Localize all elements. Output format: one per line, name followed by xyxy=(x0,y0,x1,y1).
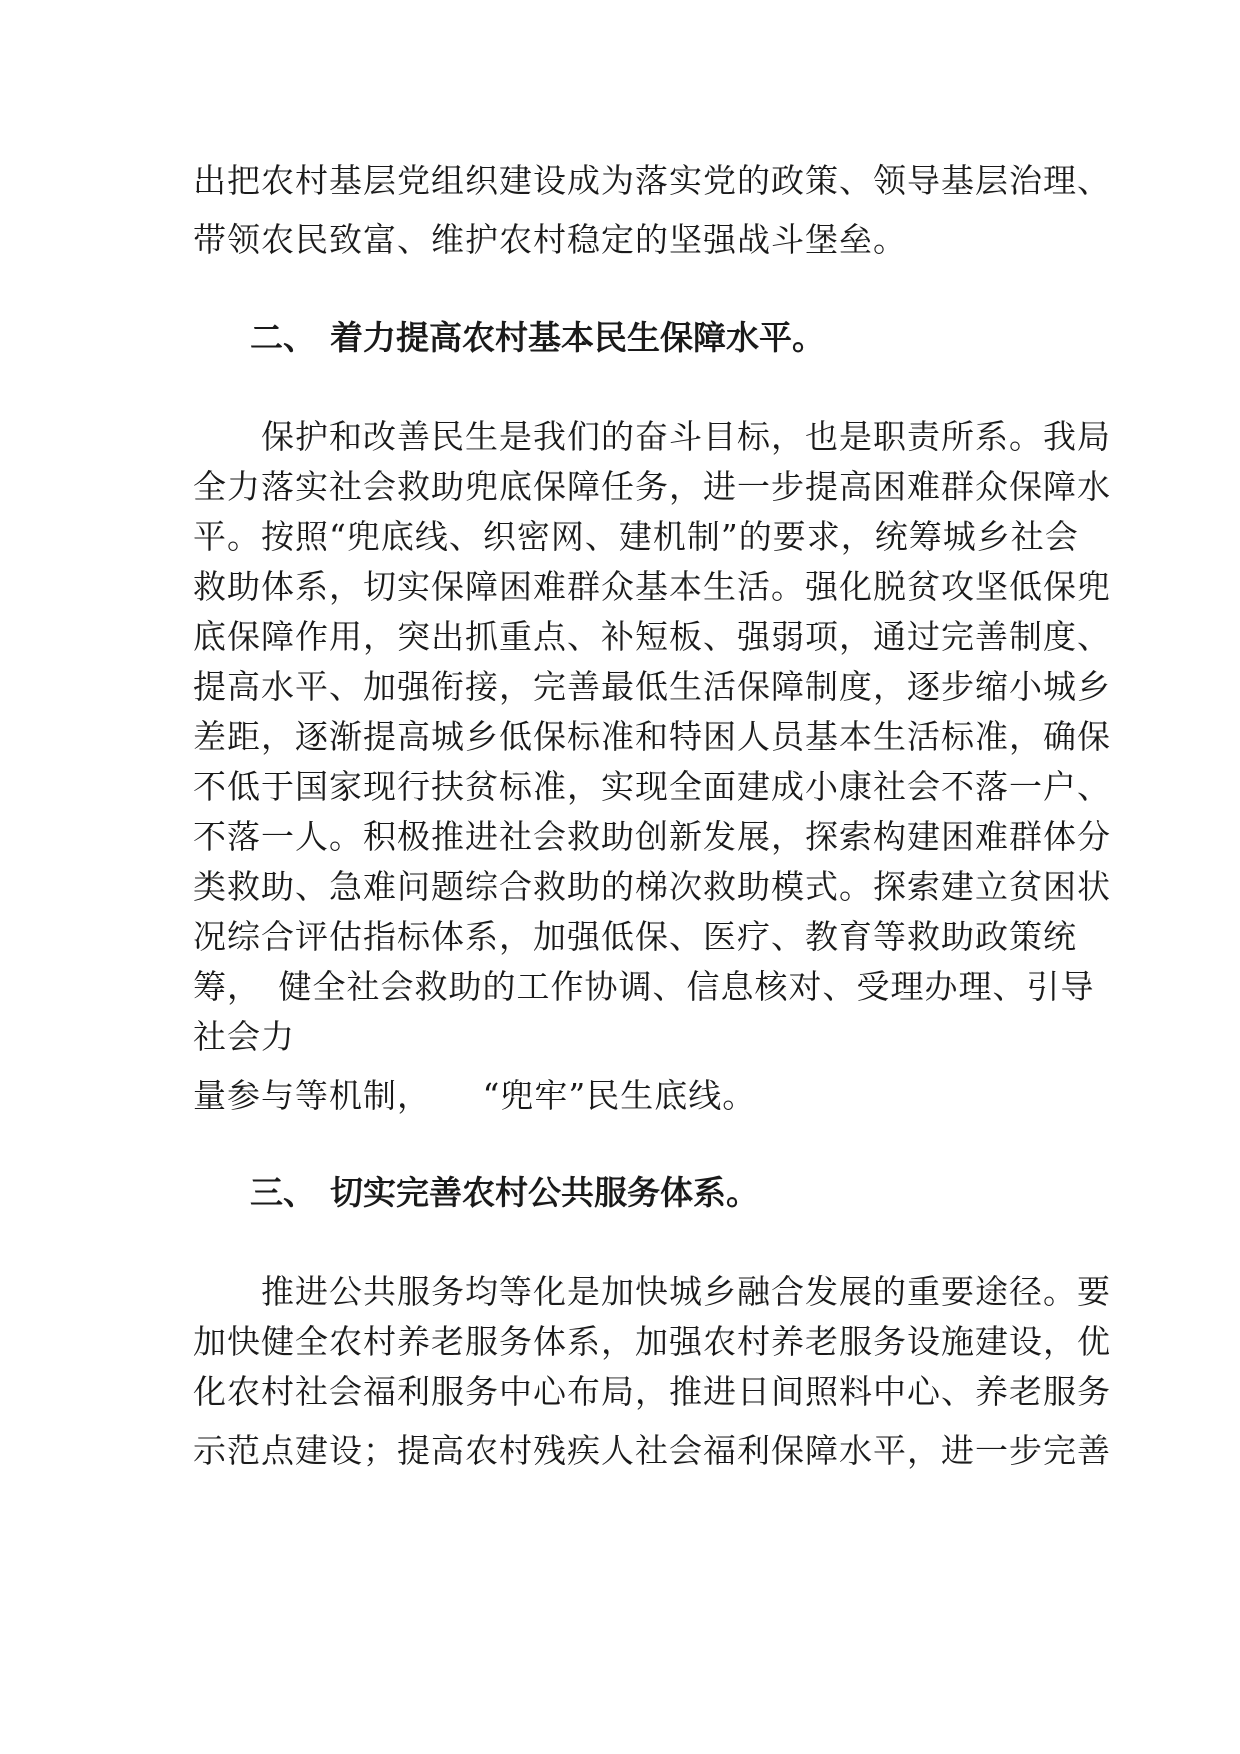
paragraph-line: 社会力 xyxy=(193,1017,295,1056)
paragraph-line: 全力落实社会救助兜底保障任务，进一步提高困难群众保障水 xyxy=(193,467,1111,506)
paragraph-line: 不低于国家现行扶贫标准，实现全面建成小康社会不落一户、 xyxy=(193,767,1111,806)
paragraph-line: 推进公共服务均等化是加快城乡融合发展的重要途径。要 xyxy=(193,1272,1111,1311)
section-title: 着力提高农村基本民生保障水平。 xyxy=(330,318,825,357)
paragraph-line: 筹， 健全社会救助的工作协调、信息核对、受理办理、引导 xyxy=(193,967,1095,1006)
paragraph-line: 况综合评估指标体系，加强低保、医疗、教育等救助政策统 xyxy=(193,917,1077,956)
section-number: 二、 xyxy=(250,318,316,357)
section-heading xyxy=(250,318,825,358)
paragraph-line: 带领农民致富、维护农村稳定的坚强战斗堡垒。 xyxy=(193,220,907,259)
paragraph-line: 提高水平、加强衔接，完善最低生活保障制度，逐步缩小城乡 xyxy=(193,667,1111,706)
paragraph-line: 平。按照“兜底线、织密网、建机制”的要求，统筹城乡社会 xyxy=(193,517,1079,556)
paragraph-line: 差距，逐渐提高城乡低保标准和特困人员基本生活标准，确保 xyxy=(193,717,1111,756)
paragraph-line: 出把农村基层党组织建设成为落实党的政策、领导基层治理、 xyxy=(193,161,1111,200)
paragraph-line: 保护和改善民生是我们的奋斗目标，也是职责所系。我局 xyxy=(193,417,1111,456)
paragraph-line: 示范点建设；提高农村残疾人社会福利保障水平，进一步完善 xyxy=(193,1431,1111,1470)
paragraph-line: 底保障作用，突出抓重点、补短板、强弱项，通过完善制度、 xyxy=(193,617,1111,656)
section-title: 切实完善农村公共服务体系。 xyxy=(330,1173,759,1212)
paragraph-line: 量参与等机制， “兜牢”民生底线。 xyxy=(193,1076,757,1115)
paragraph-line: 不落一人。积极推进社会救助创新发展，探索构建困难群体分 xyxy=(193,817,1111,856)
section-number: 三、 xyxy=(250,1173,316,1212)
paragraph-line: 救助体系，切实保障困难群众基本生活。强化脱贫攻坚低保兜 xyxy=(193,567,1111,606)
paragraph-line: 加快健全农村养老服务体系，加强农村养老服务设施建设，优 xyxy=(193,1322,1111,1361)
paragraph-line: 化农村社会福利服务中心布局，推进日间照料中心、养老服务 xyxy=(193,1372,1111,1411)
paragraph-line: 类救助、急难问题综合救助的梯次救助模式。探索建立贫困状 xyxy=(193,867,1111,906)
section-heading xyxy=(250,1173,759,1213)
